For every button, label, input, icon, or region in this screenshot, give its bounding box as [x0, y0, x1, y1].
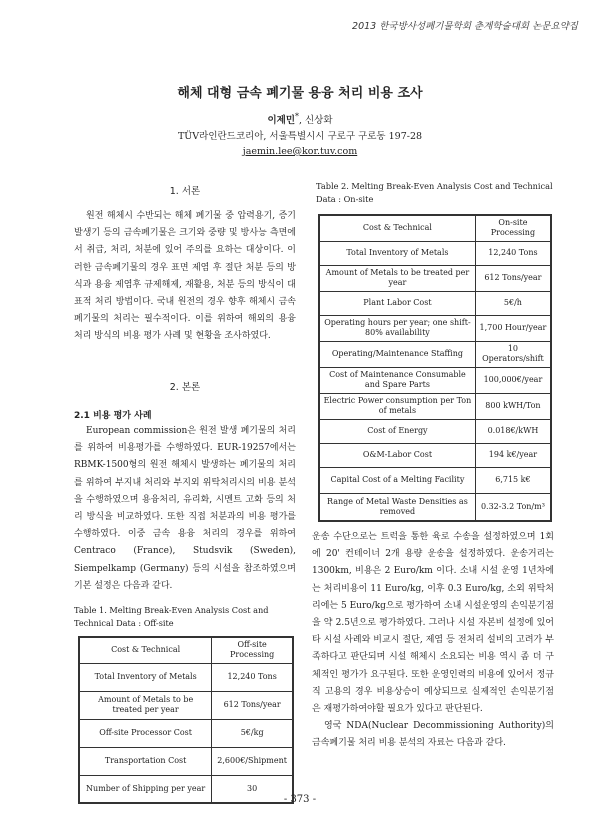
table2-cell: 10 Operators/shift [475, 341, 551, 367]
table2-cell: 0.32-3.2 Ton/m³ [475, 493, 551, 521]
section-heading-body: 2. 본론 [169, 382, 201, 393]
conference-header: 2013 한국방사성폐기물학회 춘계학술대회 논문요약집 [352, 21, 578, 32]
table1-cell: 2,600€/Shipment [212, 747, 293, 775]
table1-cell: Off-site Processor Cost [79, 719, 212, 747]
affiliation: TÜV라인란드코리아, 서울특별시시 구로구 구로동 197-28 [177, 131, 423, 142]
table2-cell: Operating hours per year; one shift-80% availability [319, 315, 475, 341]
table2-cell: 800 kWH/Ton [475, 393, 551, 419]
table1-cell: Number of Shipping per year [79, 775, 212, 803]
table1-cell: 612 Tons/year [212, 691, 293, 719]
table1-cell: 12,240 Tons [212, 663, 293, 691]
table2-cell: Capital Cost of a Melting Facility [319, 467, 475, 493]
table2-cell: 100,000€/year [475, 367, 551, 393]
table2-cell: 612 Tons/year [475, 265, 551, 291]
table2-cell: 6,715 k€ [475, 467, 551, 493]
table1-cell: 5€/kg [212, 719, 293, 747]
table2-cell: Cost of Energy [319, 419, 475, 443]
table2-cell: Cost of Maintenance Consumable and Spare Parts [319, 367, 475, 393]
page-number: - 373 - [283, 794, 317, 805]
right-body-text: 운송 수단으로는 트럭을 통한 육로 수송을 설정하였으며 1회에 20' 컨테이너 2개 용량 운송을 설정하였다. 운송거리는 1300km, 비용은 2 Euro/km 이다. 소내 시설 운영 1년차에는 처리비용이 11 Euro/kg, 이후 0.3 Euro/kg, 소외 위탁처리에는 5 Euro/kg으로 평가하여 소내 시설운영의 손익분기점을 약 2.5년으로 평가하였다. 그러나 시설 자본비 설정에 있어 타 시설 사례와 비교시 절단, 제염 등 전처리 설비의 고려가 부족하다고 판단되며 시설 해체시 소요되는 비용 역시 좀 더 구체적인 평가가 요구된다. 또한 운영인력의 비용에 있어서 정규직 고용의 경우 비용상승이 예상되므로 실제적인 손익분기점은 재평가하여야할 필요가 있다고 판단된다. [312, 532, 554, 715]
table2-caption: Table 2. Melting Break-Even Analysis Cost and Technical Data : On-site [316, 181, 553, 204]
paper-title: 해체 대형 금속 폐기물 용융 처리 비용 조사 [177, 86, 423, 101]
corresponding-mark: * [295, 112, 299, 121]
table2-cell: 0.018€/kWH [475, 419, 551, 443]
table2-cell: Operating/Maintenance Staffing [319, 341, 475, 367]
authors [0, 112, 600, 126]
table2-cell: 1,700 Hour/year [475, 315, 551, 341]
table2-cell: 12,240 Tons [475, 241, 551, 265]
table1-header-cell: Off-site Processing [212, 637, 293, 663]
table1-cell: Transportation Cost [79, 747, 212, 775]
table2-header-cell: Cost & Technical [319, 215, 475, 241]
intro-text: 원전 해체시 수반되는 해체 폐기물 중 압력용기, 증기발생기 등의 금속폐기물은 크기와 중량 및 방사능 측면에서 취급, 처리, 처분에 있어 주의를 요하는 대상이다. 이러한 금속폐기물의 경우 표면 제염 후 절단 처분 등의 방식과 용융 제염후 규제해제, 재활용, 처분 등의 방식이 대표적 처리 방법이다. 국내 원전의 경우 향후 해체시 금속폐기물의 처리는 필수적이다. 이를 위하여 해외의 용융 처리 방식의 비용 평가 사례 및 현황을 조사하였다. [74, 211, 296, 342]
main-author: 이제민 [267, 115, 295, 127]
table2 [318, 214, 552, 522]
table2-cell: O&M-Labor Cost [319, 443, 475, 467]
table2-cell: Electric Power consumption per Ton of metals [319, 393, 475, 419]
table2-cell: Range of Metal Waste Densities as removed [319, 493, 475, 521]
table1-cell: Amount of Metals to be treated per year [79, 691, 212, 719]
table2-cell: 5€/h [475, 291, 551, 315]
table1-cell: 30 [212, 775, 293, 803]
body-paragraph [74, 423, 296, 595]
email-link[interactable]: jaemin.lee@kor.tuv.com [242, 146, 358, 157]
table1-cell: Total Inventory of Metals [79, 663, 212, 691]
right-paragraph [312, 529, 554, 753]
subsection-heading: 2.1 비용 평가 사례 [74, 411, 152, 421]
table2-header-cell: On-site Processing [475, 215, 551, 241]
table1 [78, 636, 294, 804]
table2-cell: Total Inventory of Metals [319, 241, 475, 265]
table2-cell: Plant Labor Cost [319, 291, 475, 315]
co-authors: , 신상화 [298, 115, 333, 127]
body-text: European commission은 원전 발생 폐기물의 처리를 위하여 비용평가를 수행하였다. EUR-19257에서는 RBMK-1500형의 원전 해체시 발생하는 폐기물의 처리를 위하여 부지내 처리와 부지외 위탁처리시의 비용 분석을 수행하였으며 용융처리, 유리화, 시멘트 고화 등의 처리 방식을 비교하였다. 또한 직접 처분과의 비용 평가를 수행하였다. 이중 금속 용융 처리의 경우를 위하여 Centraco (France), Studsvik (Sweden), Siempelkamp (Germany) 등의 시설을 참조하였으며 기본 설정은 다음과 같다. [74, 426, 296, 591]
right-body-text-2: 영국 NDA(Nuclear Decommissioning Authority)의 금속폐기물 처리 비용 분석의 자료는 다음과 같다. [312, 721, 554, 749]
table2-cell: 194 k€/year [475, 443, 551, 467]
intro-paragraph [74, 208, 296, 346]
table1-header-cell: Cost & Technical [79, 637, 212, 663]
section-heading-intro: 1. 서론 [169, 186, 201, 197]
table2-cell: Amount of Metals to be treated per year [319, 265, 475, 291]
table1-caption: Table 1. Melting Break-Even Analysis Cost and Technical Data : Off-site [74, 605, 269, 628]
